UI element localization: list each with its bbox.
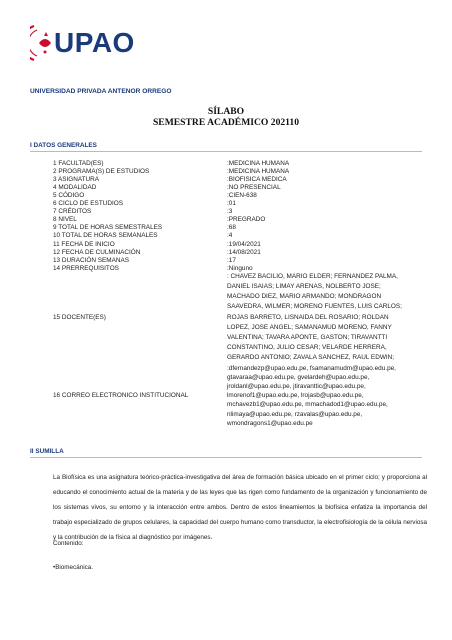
field-label: 13 DURACIÓN SEMANAS <box>53 256 129 264</box>
field-value: :14/08/2021 <box>227 248 261 256</box>
document-title: SÍLABO <box>207 106 245 117</box>
field-value: :BIOFISICA MEDICA <box>227 176 287 184</box>
logo-wordmark: UPAO <box>54 27 135 58</box>
field-label: 8 NIVEL <box>53 216 77 224</box>
correo-line: jroldanl@upao.edu.pe, jtiravanttic@upao.edu.pe, <box>227 382 366 390</box>
document-subtitle: SEMESTRE ACADÉMICO 202110 <box>152 117 300 128</box>
docentes-line: LOPEZ, JOSE ANGEL; SAMANAMUD MORENO, FANNY <box>227 323 392 331</box>
field-label: 1 FACULTAD(ES) <box>53 160 104 167</box>
section-heading-sumilla: II SUMILLA <box>30 448 64 455</box>
sumilla-paragraph: La Biofísica es una asignatura teórico-práctica-investigativa del área de formación básica ubicado en el primer ciclo; y proporciona al educando el conocimiento actual de la materia y de las leyes que las rigen como fundamento de la organización y funcionamiento de los sistemas vivos, su entorno y la interacción entre ambos. Dentro de estos lineamientos la biofísica enfatiza la importancia del trabajo especializado de grupos celulares, la capacidad del cuerpo humano como transductor, la electrofisiología de la célula nerviosa y la contribución de la física al diagnóstico por imágenes. <box>53 474 427 541</box>
field-label: 4 MODALIDAD <box>53 184 97 192</box>
docentes-line: : CHAVEZ BACILIO, MARIO ELDER; FERNANDEZ PALMA, <box>227 272 398 280</box>
field-label: 5 CÓDIGO <box>53 192 85 200</box>
field-label-docentes: 15 DOCENTE(ES) <box>53 313 106 321</box>
field-value: :3 <box>227 208 233 216</box>
correo-line: mchavezb1@upao.edu.pe, mmachadod1@upao.edu.pe, <box>227 401 388 409</box>
correo-line: gtavaraa@upao.edu.pe, gvelardeh@upao.edu.pe, <box>227 373 370 381</box>
logo-emblem-icon <box>30 26 51 60</box>
docentes-line: MACHADO DIEZ, MARIO ARMANDO; MONDRAGON <box>227 293 382 301</box>
field-value: :NO PRESENCIAL <box>227 184 281 192</box>
correo-line: nlimaya@upao.edu.pe, rzavalas@upao.edu.pe, <box>227 410 363 418</box>
correo-line: wmondragons1@upao.edu.pe <box>227 419 313 427</box>
docentes-line: CONSTANTINO, JULIO CESAR; VELARDE HERRERA, <box>227 344 387 352</box>
docentes-line: VALENTINA; TAVARA APONTE, GASTON; TIRAVANTTI <box>227 333 388 341</box>
field-value: :MEDICINA HUMANA <box>227 160 290 167</box>
field-value: :CIEN-638 <box>227 192 257 200</box>
docentes-line: DANIEL ISAIAS; LIMAY ARENAS, NOLBERTO JOSE; <box>227 282 381 290</box>
list-item-biomecanica: •Biomecánica. <box>53 564 94 571</box>
field-label: 12 FECHA DE CULMINACIÓN <box>53 248 141 256</box>
docentes-line: GERARDO ANTONIO; ZAVALA SANCHEZ, RAUL EDWIN; <box>227 354 395 362</box>
field-label: 14 PRERREQUISITOS <box>53 264 119 272</box>
field-label: 10 TOTAL DE HORAS SEMANALES <box>53 232 158 240</box>
docentes-line: ROJAS BARRETO, LISNAIDA DEL ROSARIO; ROLDAN <box>227 313 389 321</box>
field-value: :PREGRADO <box>227 216 266 224</box>
contenido-label: Contenido: <box>53 540 84 547</box>
field-value: :Ninguno <box>227 264 253 272</box>
field-value: :19/04/2021 <box>227 240 261 248</box>
section-divider <box>30 457 422 458</box>
docentes-line: SAAVEDRA, WILMER; MORENO FUENTES, LUIS CARLOS; <box>227 303 402 311</box>
section-heading-datos: I DATOS GENERALES <box>30 142 97 149</box>
field-label: 7 CRÉDITOS <box>53 208 92 216</box>
field-value: :17 <box>227 256 236 264</box>
field-value: :MEDICINA HUMANA <box>227 168 290 176</box>
field-label: 6 CICLO DE ESTUDIOS <box>53 200 123 208</box>
section-divider <box>30 151 422 152</box>
field-value: :4 <box>227 232 233 240</box>
field-label: 3 ASIGNATURA <box>53 176 100 184</box>
correo-line: :dfernandezp@upao.edu.pe, fsamanamudm@upao.edu.pe, <box>227 364 396 372</box>
field-label: 2 PROGRAMA(S) DE ESTUDIOS <box>53 168 150 176</box>
university-name: UNIVERSIDAD PRIVADA ANTENOR ORREGO <box>30 88 172 95</box>
field-label: 11 FECHA DE INICIO <box>53 240 115 248</box>
correo-line: lmorenof1@upao.edu.pe, lrojasb@upao.edu.pe, <box>227 392 364 400</box>
field-label-correo: 16 CORREO ELECTRONICO INSTITUCIONAL <box>53 392 189 400</box>
field-value: :01 <box>227 200 236 208</box>
field-label: 9 TOTAL DE HORAS SEMESTRALES <box>53 224 163 232</box>
field-value: :68 <box>227 224 236 232</box>
